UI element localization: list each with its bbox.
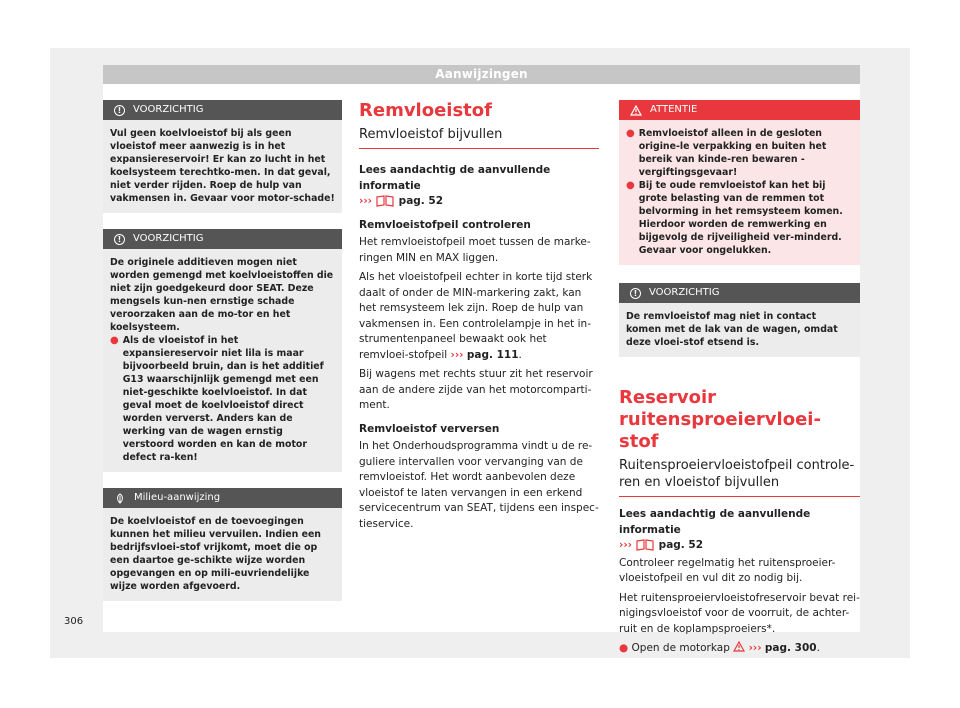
warning-text <box>619 120 860 265</box>
instruction-text: Open de motorkap <box>631 642 730 654</box>
bullet-dot-icon: ● <box>626 180 635 191</box>
caution-box-2 <box>103 229 342 472</box>
warning-heading-label: ATTENTIE <box>650 104 698 115</box>
caution-icon: ! <box>114 105 125 116</box>
book-icon <box>635 539 655 551</box>
warning-triangle-icon <box>733 641 745 652</box>
warning-triangle-icon <box>630 105 642 116</box>
caution-heading <box>619 283 860 303</box>
caution-icon: ! <box>630 288 641 299</box>
warning-box <box>619 100 860 265</box>
environment-text <box>103 508 342 601</box>
page-header: Aanwijzingen <box>103 65 860 84</box>
note-label: Lees aandachtig de aanvullende informatie <box>359 164 551 192</box>
paragraph: Het remvloeistofpeil moet tussen de marke-ringen MIN en MAX liggen. <box>359 236 591 264</box>
bullet-dot-icon: ● <box>110 335 119 346</box>
environment-heading <box>103 488 342 508</box>
warning-bullet <box>626 127 853 179</box>
section-title: Reservoir ruitensproeiervloei-stof <box>619 387 821 452</box>
section-subtitle: Ruitensproeiervloeistofpeil controle-ren en vloeistof bijvullen <box>619 457 860 497</box>
paragraph-text: Als het vloeistofpeil echter in korte tijd sterk daalt of onder de MIN-markering zakt, kan het remsysteem lek zijn. Roep de hulp van vakmensen in. Een controlelampje in het in-strumentenpaneel bewaakt ook het remvloei-stofpeil <box>359 271 593 361</box>
paragraph: Als het vloeistofpeil echter in korte tijd sterk daalt of onder de MIN-markering zakt, kan het remsysteem lek zijn. Roep de hulp van vakmensen in. Een controlelampje in het in-strumentenpaneel bewaakt ook het remvloei-stofpeil ››› pag. 111. <box>359 271 593 361</box>
caution-bullet <box>110 334 335 464</box>
column-middle <box>359 100 599 532</box>
note-page-link[interactable]: pag. 52 <box>398 195 444 207</box>
page-link[interactable]: pag. 300 <box>764 642 817 654</box>
environment-box <box>103 488 342 601</box>
paragraph: Bij wagens met rechts stuur zit het reservoir aan de andere zijde van het motorcomparti-ment. <box>359 368 593 411</box>
caution-bullet-text: Als de vloeistof in het expansiereservoir niet lila is maar bijvoorbeeld bruin, dan is het additief G13 waarschijnlijk gemengd met een niet-geschikte koelvloeistof. In dat geval moet de koelvloeistof direct worden ververst. Anders kan de werking van de wagen ernstig verstoord worden en kan de motor defect ra-ken! <box>122 335 324 463</box>
bullet-dot-icon: ● <box>626 128 635 139</box>
instruction-bullet: ● Open de motorkap ››› pag. 300. <box>619 642 820 654</box>
caution-heading <box>103 100 342 120</box>
column-left <box>103 100 342 617</box>
note-reference: Lees aandachtig de aanvullende informatie ››› pag. 52 <box>619 508 811 551</box>
caution-paragraph: De remvloeistof mag niet in contact komen met de lak van de wagen, omdat deze vloei-stof etsend is. <box>626 311 838 348</box>
book-icon <box>375 195 395 207</box>
caution-text <box>103 120 342 213</box>
leaf-icon <box>114 493 126 504</box>
section-subtitle: Remvloeistof bijvullen <box>359 126 599 149</box>
bullet-dot-icon: ● <box>619 642 629 654</box>
paragraph: Het ruitensproeiervloeistofreservoir bevat rei-nigingsvloeistof voor de voorruit, de achter-ruit en de koplampsproeiers*. <box>619 591 860 635</box>
warning-heading <box>619 100 860 120</box>
environment-paragraph: De koelvloeistof en de toevoegingen kunnen het milieu vervuilen. Indien een bedrijfsvloei-stof vrijkomt, moet die op een daartoe ge-schikte wijze worden opgevangen en op mili-euvriendelijke wijze worden afgevoerd. <box>110 516 321 592</box>
caution-heading-label: VOORZICHTIG <box>133 233 204 244</box>
page-number: 306 <box>64 616 84 627</box>
caution-text <box>619 303 860 357</box>
replace-heading-text: Remvloeistof verversen <box>359 422 500 435</box>
note-label: Lees aandachtig de aanvullende informatie <box>619 508 811 536</box>
check-heading-text: Remvloeistofpeil controleren <box>359 218 531 231</box>
paragraph: In het Onderhoudsprogramma vindt u de re-guliere intervallen voor vervanging van de remvloeistof. Het wordt aanbevolen deze vloeistof te laten vervangen in een erkend servicecentrum van SEAT, tijdens een inspec-tieservice. <box>359 440 599 530</box>
warning-bullet-text: Bij te oude remvloeistof kan het bij grote belasting van de remmen tot belvorming in het remsysteem komen. Hierdoor worden de remwerking en bijgevolg de rijveiligheid ver-minderd. Gevaar voor ongelukken. <box>638 180 843 256</box>
warning-bullet-text: Remvloeistof alleen in de gesloten origine-le verpakking en buiten het bereik van kinde-ren bewaren - vergiftingsgevaar! <box>638 128 827 178</box>
caution-paragraph: De originele additieven mogen niet worden gemengd met koelvloeistoffen die niet zijn goedgekeurd door SEAT. Deze mengsels kun-nen ernstige schade veroorzaken aan de mo-tor en het koelsysteem. <box>110 257 334 333</box>
environment-heading-label: Milieu-aanwijzing <box>134 492 221 503</box>
warning-bullet <box>626 179 853 257</box>
column-right <box>619 100 860 657</box>
check-heading <box>359 218 599 234</box>
replace-heading <box>359 422 599 438</box>
caution-box-3 <box>619 283 860 357</box>
section-title: Remvloeistof <box>359 100 492 121</box>
caution-heading-label: VOORZICHTIG <box>649 287 720 298</box>
caution-heading-label: VOORZICHTIG <box>133 104 204 115</box>
paragraph: Controleer regelmatig het ruitensproeier-vloeistofpeil en vul dit zo nodig bij. <box>619 556 836 584</box>
caution-icon: ! <box>114 234 125 245</box>
caution-heading <box>103 229 342 249</box>
note-reference: Lees aandachtig de aanvullende informatie ››› pag. 52 <box>359 164 551 207</box>
page-link[interactable]: pag. 111 <box>466 348 519 361</box>
note-page-link[interactable]: pag. 52 <box>658 539 704 551</box>
caution-paragraph: Vul geen koelvloeistof bij als geen vloeistof meer aanwezig is in het expansiereservoir! Er kan zo lucht in het koelsysteem terechtko-men. In dat geval, niet verder rijden. Roep de hulp van vakmensen in. Gevaar voor motor-schade! <box>110 128 335 204</box>
caution-box-1 <box>103 100 342 213</box>
caution-text <box>103 249 342 472</box>
